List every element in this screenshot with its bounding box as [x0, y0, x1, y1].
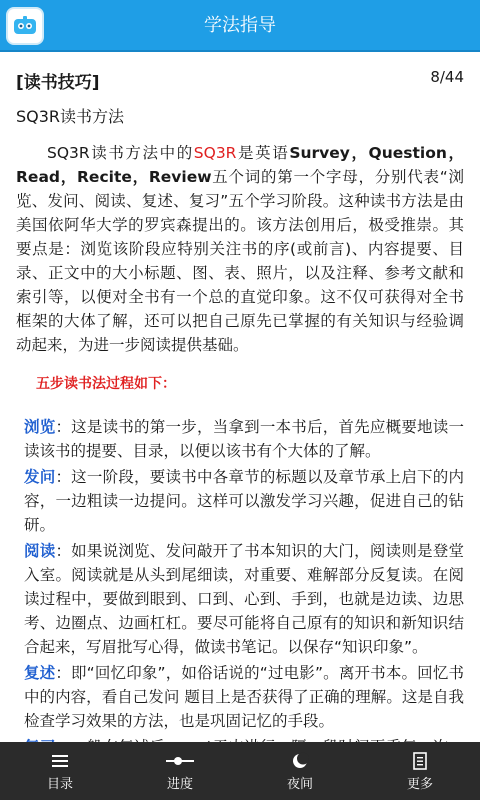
nav-progress-button[interactable] — [120, 742, 240, 800]
intro-paragraph — [16, 141, 464, 357]
reading-content[interactable] — [0, 52, 480, 742]
step-item — [16, 415, 464, 463]
nav-toc-label: 目录 — [46, 776, 73, 792]
steps-heading: 五步读书法过程如下： — [36, 376, 176, 392]
intro-prefix: SQ3R读书方法中的 — [47, 144, 194, 162]
nav-more-label: 更多 — [406, 776, 433, 792]
nav-toc-button[interactable] — [0, 742, 120, 800]
nav-progress-label: 进度 — [166, 776, 193, 792]
bottom-nav — [0, 742, 480, 800]
step-item — [16, 661, 464, 733]
step-item — [16, 465, 464, 537]
nav-night-button[interactable] — [240, 742, 360, 800]
nav-more-button[interactable] — [360, 742, 480, 800]
step-key: 复述 — [24, 664, 56, 682]
intro-rest: 五个词的第一个字母，分别代表“浏览、发问、阅读、复述、复习”五个学习阶段。这种读书方法是由美国依阿华大学的罗宾森提出的。该方法创用后，极受推崇。其要点是：浏览该阶段应特别关注书的序(或前言)、内容提要、目录、正文中的大小标题、图、表、照片，以及注释、参考文献和索引等，以便对全书有一个总的直觉印象。这不仅可获得对全书框架的大体了解，还可以把自己原先已掌握的有关知识与经验调动起来，为进一步阅读提供基础。 — [16, 168, 465, 354]
step-text: ：这是读书的第一步，当拿到一本书后，首先应概要地读一读该书的提要、目录，以便以该书有个大体的了解。 — [24, 418, 464, 460]
step-text: ：如果说浏览、发问敲开了书本知识的大门，阅读则是登堂入室。阅读就是从头到尾细读，对重要、难解部分反复读。在阅读过程中，要做到眼到、口到、心到、手到，也就是边读、边思考、边圈点、边画杠杠。要尽可能将自己原有的知识和新知识结合起来，写眉批写心得，做读书笔记。以保存“知识印象”。 — [24, 542, 464, 656]
article-subtitle: SQ3R读书方法 — [16, 107, 125, 126]
step-text: ：这一阶段，要读书中各章节的标题以及章节承上启下的内容，一边粗读一边提问。这样可以激发学习兴趣，促进自己的钻研。 — [24, 468, 464, 534]
intro-mid: 是英语 — [236, 144, 290, 162]
section-title: [读书技巧] — [16, 73, 100, 93]
step-key: 浏览 — [24, 418, 56, 436]
step-key: 发问 — [24, 468, 56, 486]
step-item — [16, 539, 464, 659]
title-bar — [0, 0, 480, 52]
intro-words: Survey，Question，Read，Recite，Review — [16, 144, 464, 186]
intro-key: SQ3R — [193, 144, 237, 162]
nav-night-label: 夜间 — [286, 776, 313, 792]
moon-icon — [291, 751, 309, 771]
slider-icon — [165, 751, 195, 771]
step-key: 阅读 — [24, 542, 56, 560]
app-title: 学法指导 — [204, 15, 276, 36]
content-header — [16, 64, 464, 108]
list-icon — [50, 751, 70, 771]
step-text: ：即“回忆印象”，如俗话说的“过电影”。离开书本。回忆书中的内容，看自己发问 题目上是否获得了正确的理解。这是自我检查学习效果的方法，也是巩固记忆的手段。 — [24, 664, 464, 730]
document-icon — [412, 751, 428, 771]
page-counter: 8/44 — [430, 68, 464, 86]
